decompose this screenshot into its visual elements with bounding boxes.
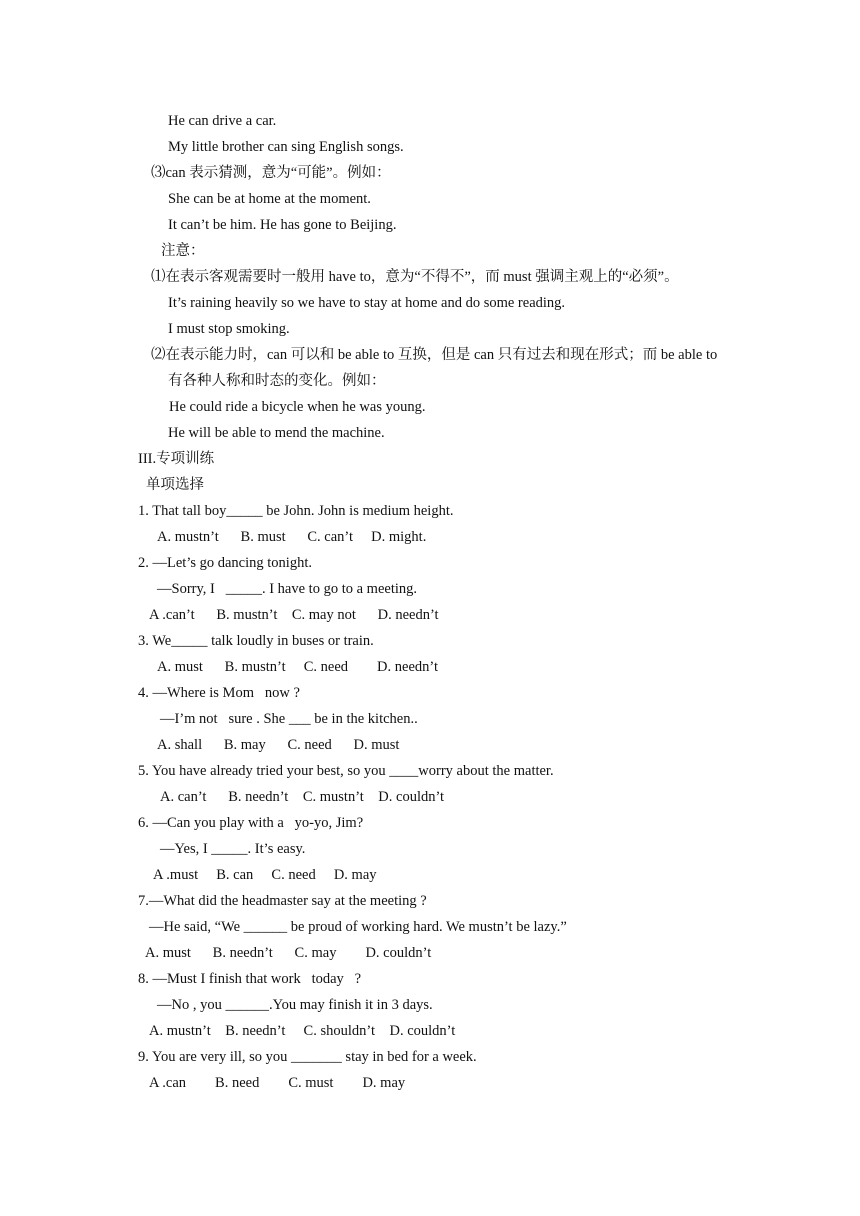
example-sentence: I must stop smoking. [168, 321, 290, 337]
example-sentence: He can drive a car. [168, 113, 277, 129]
question-3: 3. We_____ talk loudly in buses or train. [138, 633, 374, 649]
example-sentence: She can be at home at the moment. [168, 191, 371, 207]
example-sentence: He will be able to mend the machine. [168, 425, 385, 441]
question-4: 4. —Where is Mom now ? [138, 685, 300, 701]
question-5: 5. You have already tried your best, so you ____worry about the matter. [138, 763, 554, 779]
question-1: 1. That tall boy_____ be John. John is medium height. [138, 503, 454, 519]
question-8-options: A. mustn’t B. needn’t C. shouldn’t D. couldn’t [149, 1023, 456, 1039]
question-5-options: A. can’t B. needn’t C. mustn’t D. couldn’t [160, 789, 445, 805]
example-sentence: It can’t be him. He has gone to Beijing. [168, 217, 397, 233]
note-point-2: ⑵在表示能力时，can 可以和 be able to 互换，但是 can 只有过去和现在形式；而 be able to [151, 347, 718, 363]
question-9: 9. You are very ill, so you _______ stay in bed for a week. [138, 1049, 477, 1065]
question-4-options: A. shall B. may C. need D. must [157, 737, 400, 753]
question-7: 7.—What did the headmaster say at the meeting ? [138, 893, 427, 909]
example-sentence: It’s raining heavily so we have to stay at home and do some reading. [168, 295, 566, 311]
question-7-options: A. must B. needn’t C. may D. couldn’t [145, 945, 432, 961]
question-7-response: —He said, “We ______ be proud of working hard. We mustn’t be lazy.” [149, 919, 567, 935]
question-3-options: A. must B. mustn’t C. need D. needn’t [157, 659, 438, 675]
note-point-2-continued: 有各种人称和时态的变化。例如： [168, 373, 386, 389]
question-8-response: —No , you ______.You may finish it in 3 days. [157, 997, 433, 1013]
note-heading: 注意： [161, 243, 205, 259]
question-2-response: —Sorry, I _____. I have to go to a meeting. [157, 581, 418, 597]
question-6-response: —Yes, I _____. It’s easy. [160, 841, 306, 857]
question-8: 8. —Must I finish that work today ? [138, 971, 362, 987]
question-4-response: —I’m not sure . She ___ be in the kitchen.. [160, 711, 418, 727]
question-2: 2. —Let’s go dancing tonight. [138, 555, 312, 571]
question-2-options: A .can’t B. mustn’t C. may not D. needn’t [149, 607, 439, 623]
question-6-options: A .must B. can C. need D. may [153, 867, 377, 883]
question-6: 6. —Can you play with a yo-yo, Jim? [138, 815, 364, 831]
subsection-heading: 单项选择 [146, 477, 204, 493]
note-point-1: ⑴在表示客观需要时一般用 have to，意为“不得不”，而 must 强调主观上的“必须”。 [151, 269, 679, 285]
example-sentence: My little brother can sing English songs. [168, 139, 404, 155]
document-page [0, 108, 860, 1096]
example-sentence: He could ride a bicycle when he was young. [169, 399, 426, 415]
question-9-options: A .can B. need C. must D. may [149, 1075, 406, 1091]
question-1-options: A. mustn’t B. must C. can’t D. might. [157, 529, 427, 545]
section-heading: III.专项训练 [138, 451, 215, 467]
rule-point-3: ⑶can 表示猜测，意为“可能”。例如： [151, 165, 391, 181]
